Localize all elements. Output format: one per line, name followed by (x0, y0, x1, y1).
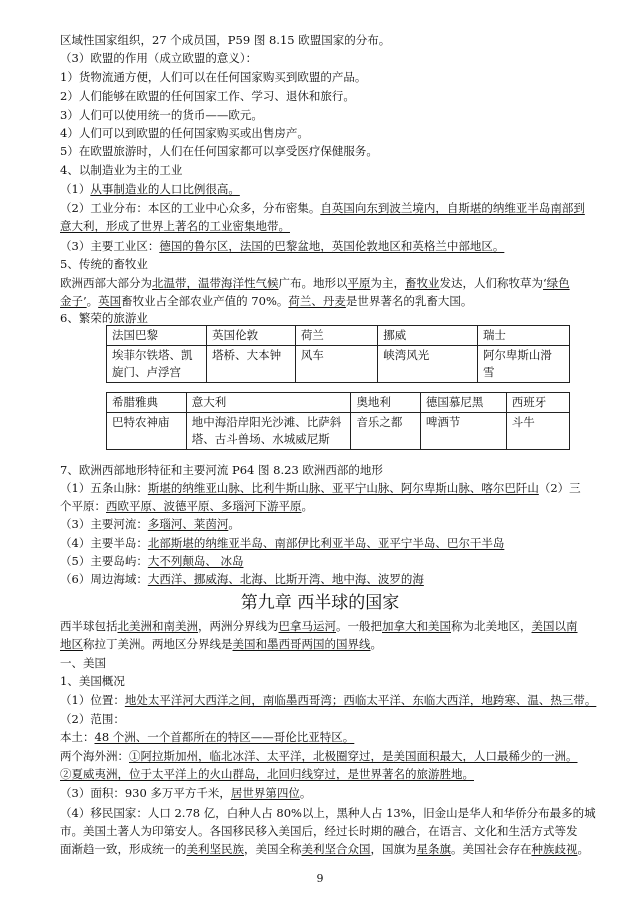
table-cell: 地中海沿岸阳光沙滩、比萨斜 塔、古斗兽场、水城威尼斯 (186, 413, 351, 450)
text-line: （2）范围： (60, 712, 125, 726)
text-line: 面渐趋一致，形成统一的美利坚民族，美国全称美利坚合众国，国旗为星条旗。美国社会存在种族歧视。 (60, 842, 589, 856)
text-line: 4）人们可以到欧盟的任何国家购买或出售房产。 (60, 126, 309, 140)
text-line: 意大利，形成了世界上著名的工业密集地带。 (60, 219, 290, 233)
text-line: （6）周边海域：大西洋、挪威海、北海、比斯开湾、地中海、波罗的海 (60, 572, 424, 586)
text-line: ②夏威夷洲，位于太平洋上的火山群岛，北回归线穿过，是世界著名的旅游胜地。 (60, 767, 474, 781)
text-line: （4）移民国家：人口 2.78 亿，白种人占 80%以上，黑种人占 13%，旧金山是华人和华侨分布最多的城 (60, 806, 596, 820)
table-row (107, 393, 570, 413)
text-line: 西半球包括北美洲和南美洲，两洲分界线为巴拿马运河。一般把加拿大和美国称为北美地区，美国以南 (60, 619, 578, 633)
table-cell: 巴特农神庙 (107, 413, 187, 450)
text-line: （4）主要半岛：北部斯堪的纳维亚半岛、南部伊比利亚半岛、亚平宁半岛、巴尔干半岛 (60, 536, 505, 550)
text-line: 市。美国土著人为印第安人。各国移民移入美国后，经过长时期的融合，在语言、文化和生活方式等发 (60, 824, 578, 838)
table-header-cell: 德国慕尼黑 (420, 393, 506, 413)
table-header-cell: 英国伦敦 (207, 326, 296, 346)
table-cell: 峡湾风光 (378, 346, 478, 383)
text-line: 1）货物流通方便，人们可以在任何国家购买到欧盟的产品。 (60, 70, 367, 84)
text-line: 两个海外洲：①阿拉斯加州，临北冰洋、太平洋，北极圈穿过，是美国面积最大，人口最稀少的一洲。 (60, 749, 578, 763)
text-line: （3）主要河流：多瑙河、莱茵河。 (60, 517, 240, 531)
text-line: 区域性国家组织，27 个成员国，P59 图 8.15 欧盟国家的分布。 (60, 33, 391, 47)
table-cell: 风车 (295, 346, 377, 383)
table-cell: 斗牛 (506, 413, 569, 450)
section-heading: 一、美国 (60, 656, 106, 670)
table-cell: 阿尔卑斯山滑 雪 (477, 346, 569, 383)
text-line: （3）面积：930 多万平方千米，居世界第四位。 (60, 786, 312, 800)
page-number: 9 (316, 872, 324, 885)
text-line: （1）五条山脉：斯堪的纳维亚山脉、比利牛斯山脉、亚平宁山脉、阿尔卑斯山脉、喀尔巴阡山（2）三 (60, 481, 581, 495)
text-line: 地区称拉丁美洲。两地区分界线是美国和墨西哥两国的国界线。 (60, 637, 382, 651)
text-line: 本土：48 个洲、一个首都所在的特区——哥伦比亚特区。 (60, 730, 355, 744)
text-line: （1）从事制造业的人口比例很高。 (60, 182, 240, 196)
table-cell: 埃菲尔铁塔、凯 旋门、卢浮宫 (107, 346, 207, 383)
table-row (107, 413, 570, 450)
table-cell: 音乐之都 (351, 413, 420, 450)
text-line: （3）欧盟的作用（成立欧盟的意义）： (60, 51, 258, 65)
tourism-table-2 (106, 392, 570, 450)
table-cell: 啤酒节 (420, 413, 506, 450)
text-line: （3）主要工业区：德国的鲁尔区，法国的巴黎盆地，英国伦敦地区和英格兰中部地区。 (60, 239, 505, 253)
section-heading: 1、美国概况 (60, 674, 125, 688)
table-header-cell: 奥地利 (351, 393, 420, 413)
text-line: （1）位置：地处太平洋河大西洋之间，南临墨西哥湾；西临太平洋、东临大西洋，地跨寒、温、热三带。 (60, 693, 597, 707)
table-header-cell: 西班牙 (506, 393, 569, 413)
table-row (107, 346, 570, 383)
section-heading: 4、以制造业为主的工业 (60, 163, 183, 177)
table-header-cell: 法国巴黎 (107, 326, 207, 346)
text-line: （2）工业分布：本区的工业中心众多，分布密集。自英国向东到波兰境内，自斯堪的纳维亚半岛南部到 (60, 201, 585, 215)
text-line: 5）在欧盟旅游时，人们在任何国家都可以享受医疗保健服务。 (60, 144, 378, 158)
table-header-cell: 希腊雅典 (107, 393, 187, 413)
chapter-title: 第九章 西半球的国家 (240, 593, 400, 613)
section-heading: 7、欧洲西部地形特征和主要河流 P64 图 8.23 欧洲西部的地形 (60, 463, 383, 477)
section-heading: 6、繁荣的旅游业 (60, 311, 148, 325)
table-row (107, 326, 570, 346)
text-line: 2）人们能够在欧盟的任何国家工作、学习、退休和旅行。 (60, 89, 355, 103)
text-line: 金子’。英国畜牧业占全部农业产值的 70%。荷兰、丹麦是世界著名的乳畜大国。 (60, 294, 473, 308)
text-line: 3）人们可以使用统一的货币——欧元。 (60, 108, 263, 122)
table-header-cell: 挪威 (378, 326, 478, 346)
text-line: 个平原：西欧平原、波德平原、多瑙河下游平原。 (60, 499, 313, 513)
tourism-table-1 (106, 325, 570, 383)
text-line: 欧洲西部大部分为北温带，温带海洋性气候广布。地形以平原为主，畜牧业发达，人们称牧草为‘绿色 (60, 276, 570, 290)
table-header-cell: 荷兰 (295, 326, 377, 346)
table-header-cell: 瑞士 (477, 326, 569, 346)
text-line: （5）主要岛屿：大不列颠岛、 冰岛 (60, 554, 244, 568)
section-heading: 5、传统的畜牧业 (60, 257, 148, 271)
table-header-cell: 意大利 (186, 393, 351, 413)
table-cell: 塔桥、大本钟 (207, 346, 296, 383)
